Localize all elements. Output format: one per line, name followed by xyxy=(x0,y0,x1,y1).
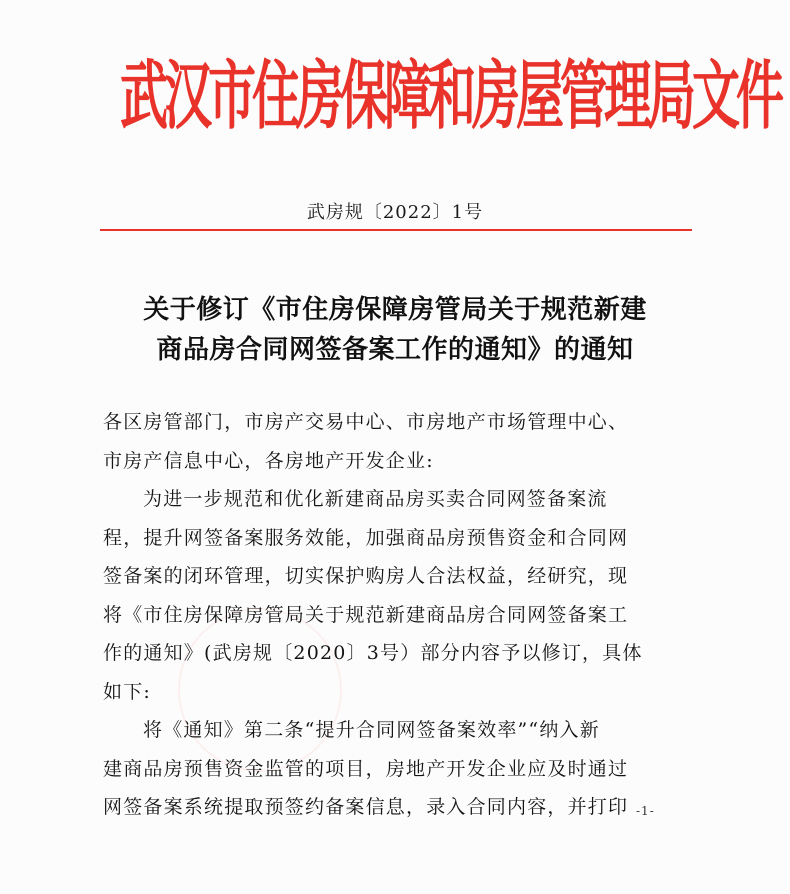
paragraph-1-line-5: 作的通知》(武房规〔2020〕3号）部分内容予以修订，具体 xyxy=(103,642,643,664)
red-divider-line xyxy=(100,229,692,231)
notice-title-line-1: 关于修订《市住房保障房管局关于规范新建 xyxy=(143,295,647,325)
document-body xyxy=(103,403,683,827)
document-number: 武房规〔2022〕1号 xyxy=(306,202,484,223)
addressee-line-2: 市房产信息中心，各房地产开发企业: xyxy=(103,449,434,472)
paragraph-1-line-3: 签备案的闭环管理，切实保护购房人合法权益，经研究，现 xyxy=(103,565,629,587)
paragraph-1-line-4: 将《市住房保障房管局关于规范新建商品房合同网签备案工 xyxy=(103,603,629,626)
paragraph-1-line-6: 如下: xyxy=(103,680,152,703)
paragraph-1-line-1: 为进一步规范和优化新建商品房买卖合同网签备案流 xyxy=(143,488,608,510)
notice-title-line-2: 商品房合同网签备案工作的通知》的通知 xyxy=(156,335,634,365)
paragraph-2-line-3: 网签备案系统提取预签约备案信息，录入合同内容，并打印 xyxy=(103,796,629,818)
notice-title xyxy=(70,290,720,370)
paragraph-2-line-2: 建商品房预售资金监管的项目，房地产开发企业应及时通过 xyxy=(103,757,629,780)
page-number: -1- xyxy=(636,804,655,818)
paragraph-1-line-2: 程，提升网签备案服务效能，加强商品房预售资金和合同网 xyxy=(103,526,629,549)
document-header-title: 武汉市住房保障和房屋管理局文件 xyxy=(120,53,781,140)
addressee-line-1: 各区房管部门，市房产交易中心、市房地产市场管理中心、 xyxy=(103,411,629,433)
paragraph-2-line-1: 将《通知》第二条“提升合同网签备案效率”“纳入新 xyxy=(143,719,600,741)
